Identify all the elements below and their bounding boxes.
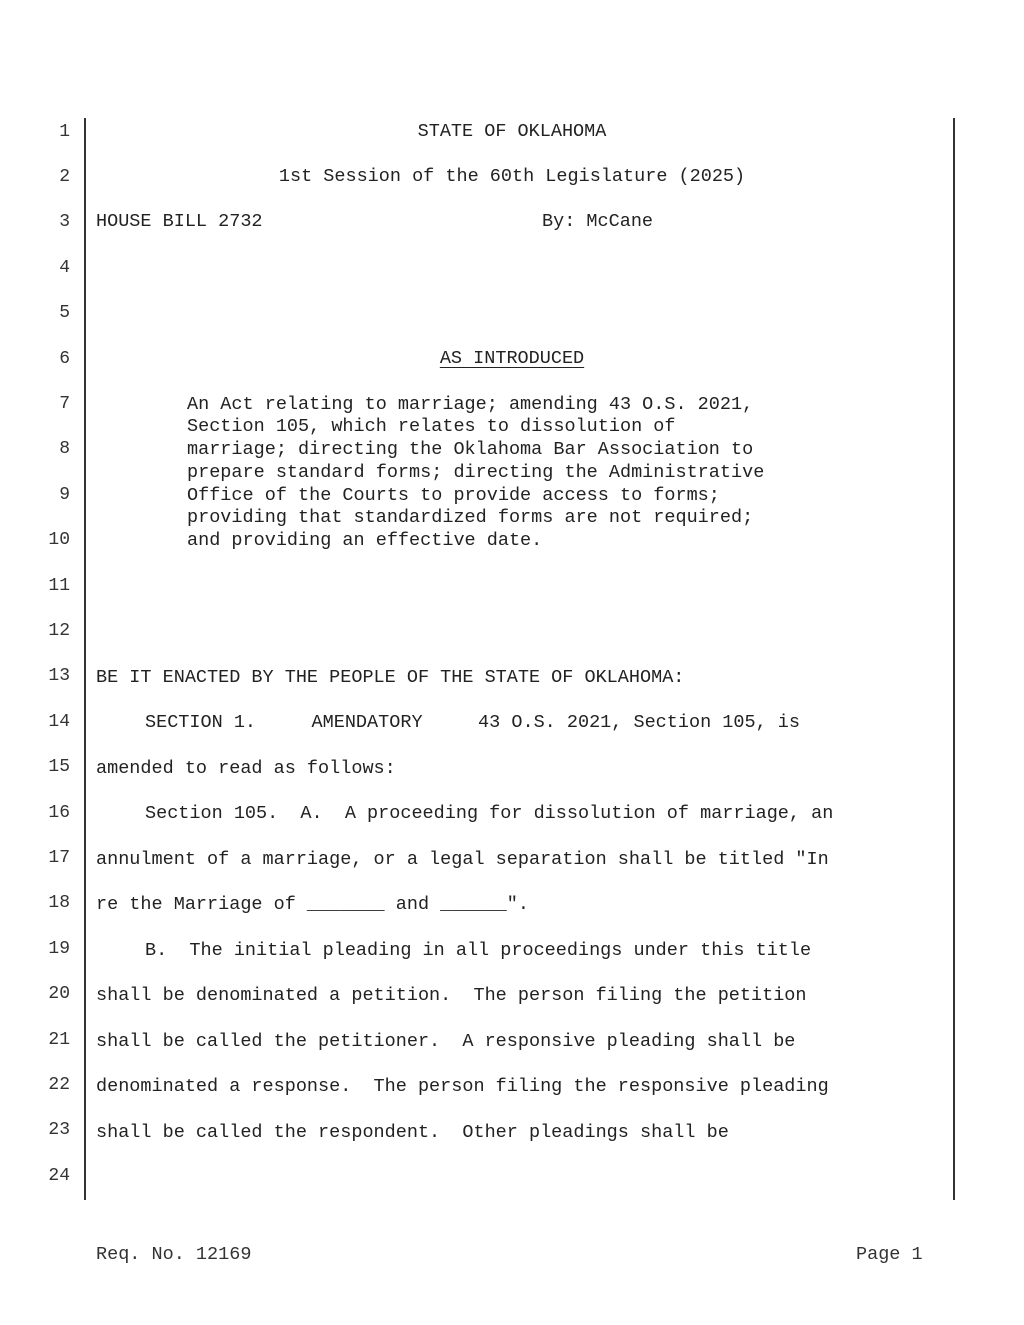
line-number: 1 [59, 122, 70, 142]
line-number: 15 [48, 757, 70, 777]
line-number: 13 [48, 666, 70, 686]
line-number: 11 [48, 576, 70, 596]
bill-number: HOUSE BILL 2732 [96, 211, 263, 232]
body-line: shall be denominated a petition. The person filing the petition [96, 985, 807, 1006]
line-number: 17 [48, 848, 70, 868]
line-number: 10 [48, 530, 70, 550]
line-number: 20 [48, 984, 70, 1004]
body-line: B. The initial pleading in all proceedings under this title [145, 940, 812, 961]
right-margin-rule [953, 118, 955, 1200]
left-margin-rule [84, 118, 86, 1200]
line-number: 9 [59, 485, 70, 505]
title-line: providing that standardized forms are not required; [187, 507, 754, 528]
bill-author: By: McCane [542, 211, 654, 232]
enacting-clause: BE IT ENACTED BY THE PEOPLE OF THE STATE OF OKLAHOMA: [96, 667, 685, 688]
body-line: annulment of a marriage, or a legal separation shall be titled "In [96, 849, 829, 870]
title-line: marriage; directing the Oklahoma Bar Association to [187, 439, 754, 460]
title-line: Section 105, which relates to dissolution of [187, 416, 676, 437]
body-line: amended to read as follows: [96, 758, 396, 779]
line-number: 22 [48, 1075, 70, 1095]
body-line: denominated a response. The person filing the responsive pleading [96, 1076, 829, 1097]
line-number: 23 [48, 1120, 70, 1140]
line-number: 21 [48, 1030, 70, 1050]
body-line: shall be called the petitioner. A responsive pleading shall be [96, 1031, 796, 1052]
line-number: 4 [59, 258, 70, 278]
line-number: 16 [48, 803, 70, 823]
line-number: 2 [59, 167, 70, 187]
line-number: 14 [48, 712, 70, 732]
body-line: shall be called the respondent. Other pleadings shall be [96, 1122, 729, 1143]
introduced-status: AS INTRODUCED [439, 348, 585, 369]
title-line: An Act relating to marriage; amending 43 O.S. 2021, [187, 394, 754, 415]
session-heading: 1st Session of the 60th Legislature (2025) [278, 166, 746, 187]
line-number: 3 [59, 212, 70, 232]
line-number: 6 [59, 349, 70, 369]
line-number: 5 [59, 303, 70, 323]
title-line: prepare standard forms; directing the Administrative [187, 462, 765, 483]
request-number: Req. No. 12169 [96, 1244, 252, 1265]
line-number: 24 [48, 1166, 70, 1186]
title-line: and providing an effective date. [187, 530, 543, 551]
page-number: Page 1 [856, 1244, 923, 1265]
line-number: 19 [48, 939, 70, 959]
line-number: 12 [48, 621, 70, 641]
section-heading: SECTION 1. AMENDATORY 43 O.S. 2021, Section 105, is [145, 712, 801, 733]
line-number: 8 [59, 439, 70, 459]
title-line: Office of the Courts to provide access to forms; [187, 485, 720, 506]
line-number: 18 [48, 893, 70, 913]
body-line: Section 105. A. A proceeding for dissolution of marriage, an [145, 803, 834, 824]
line-number: 7 [59, 394, 70, 414]
state-heading: STATE OF OKLAHOMA [417, 121, 607, 142]
body-line: re the Marriage of _______ and ______". [96, 894, 529, 915]
